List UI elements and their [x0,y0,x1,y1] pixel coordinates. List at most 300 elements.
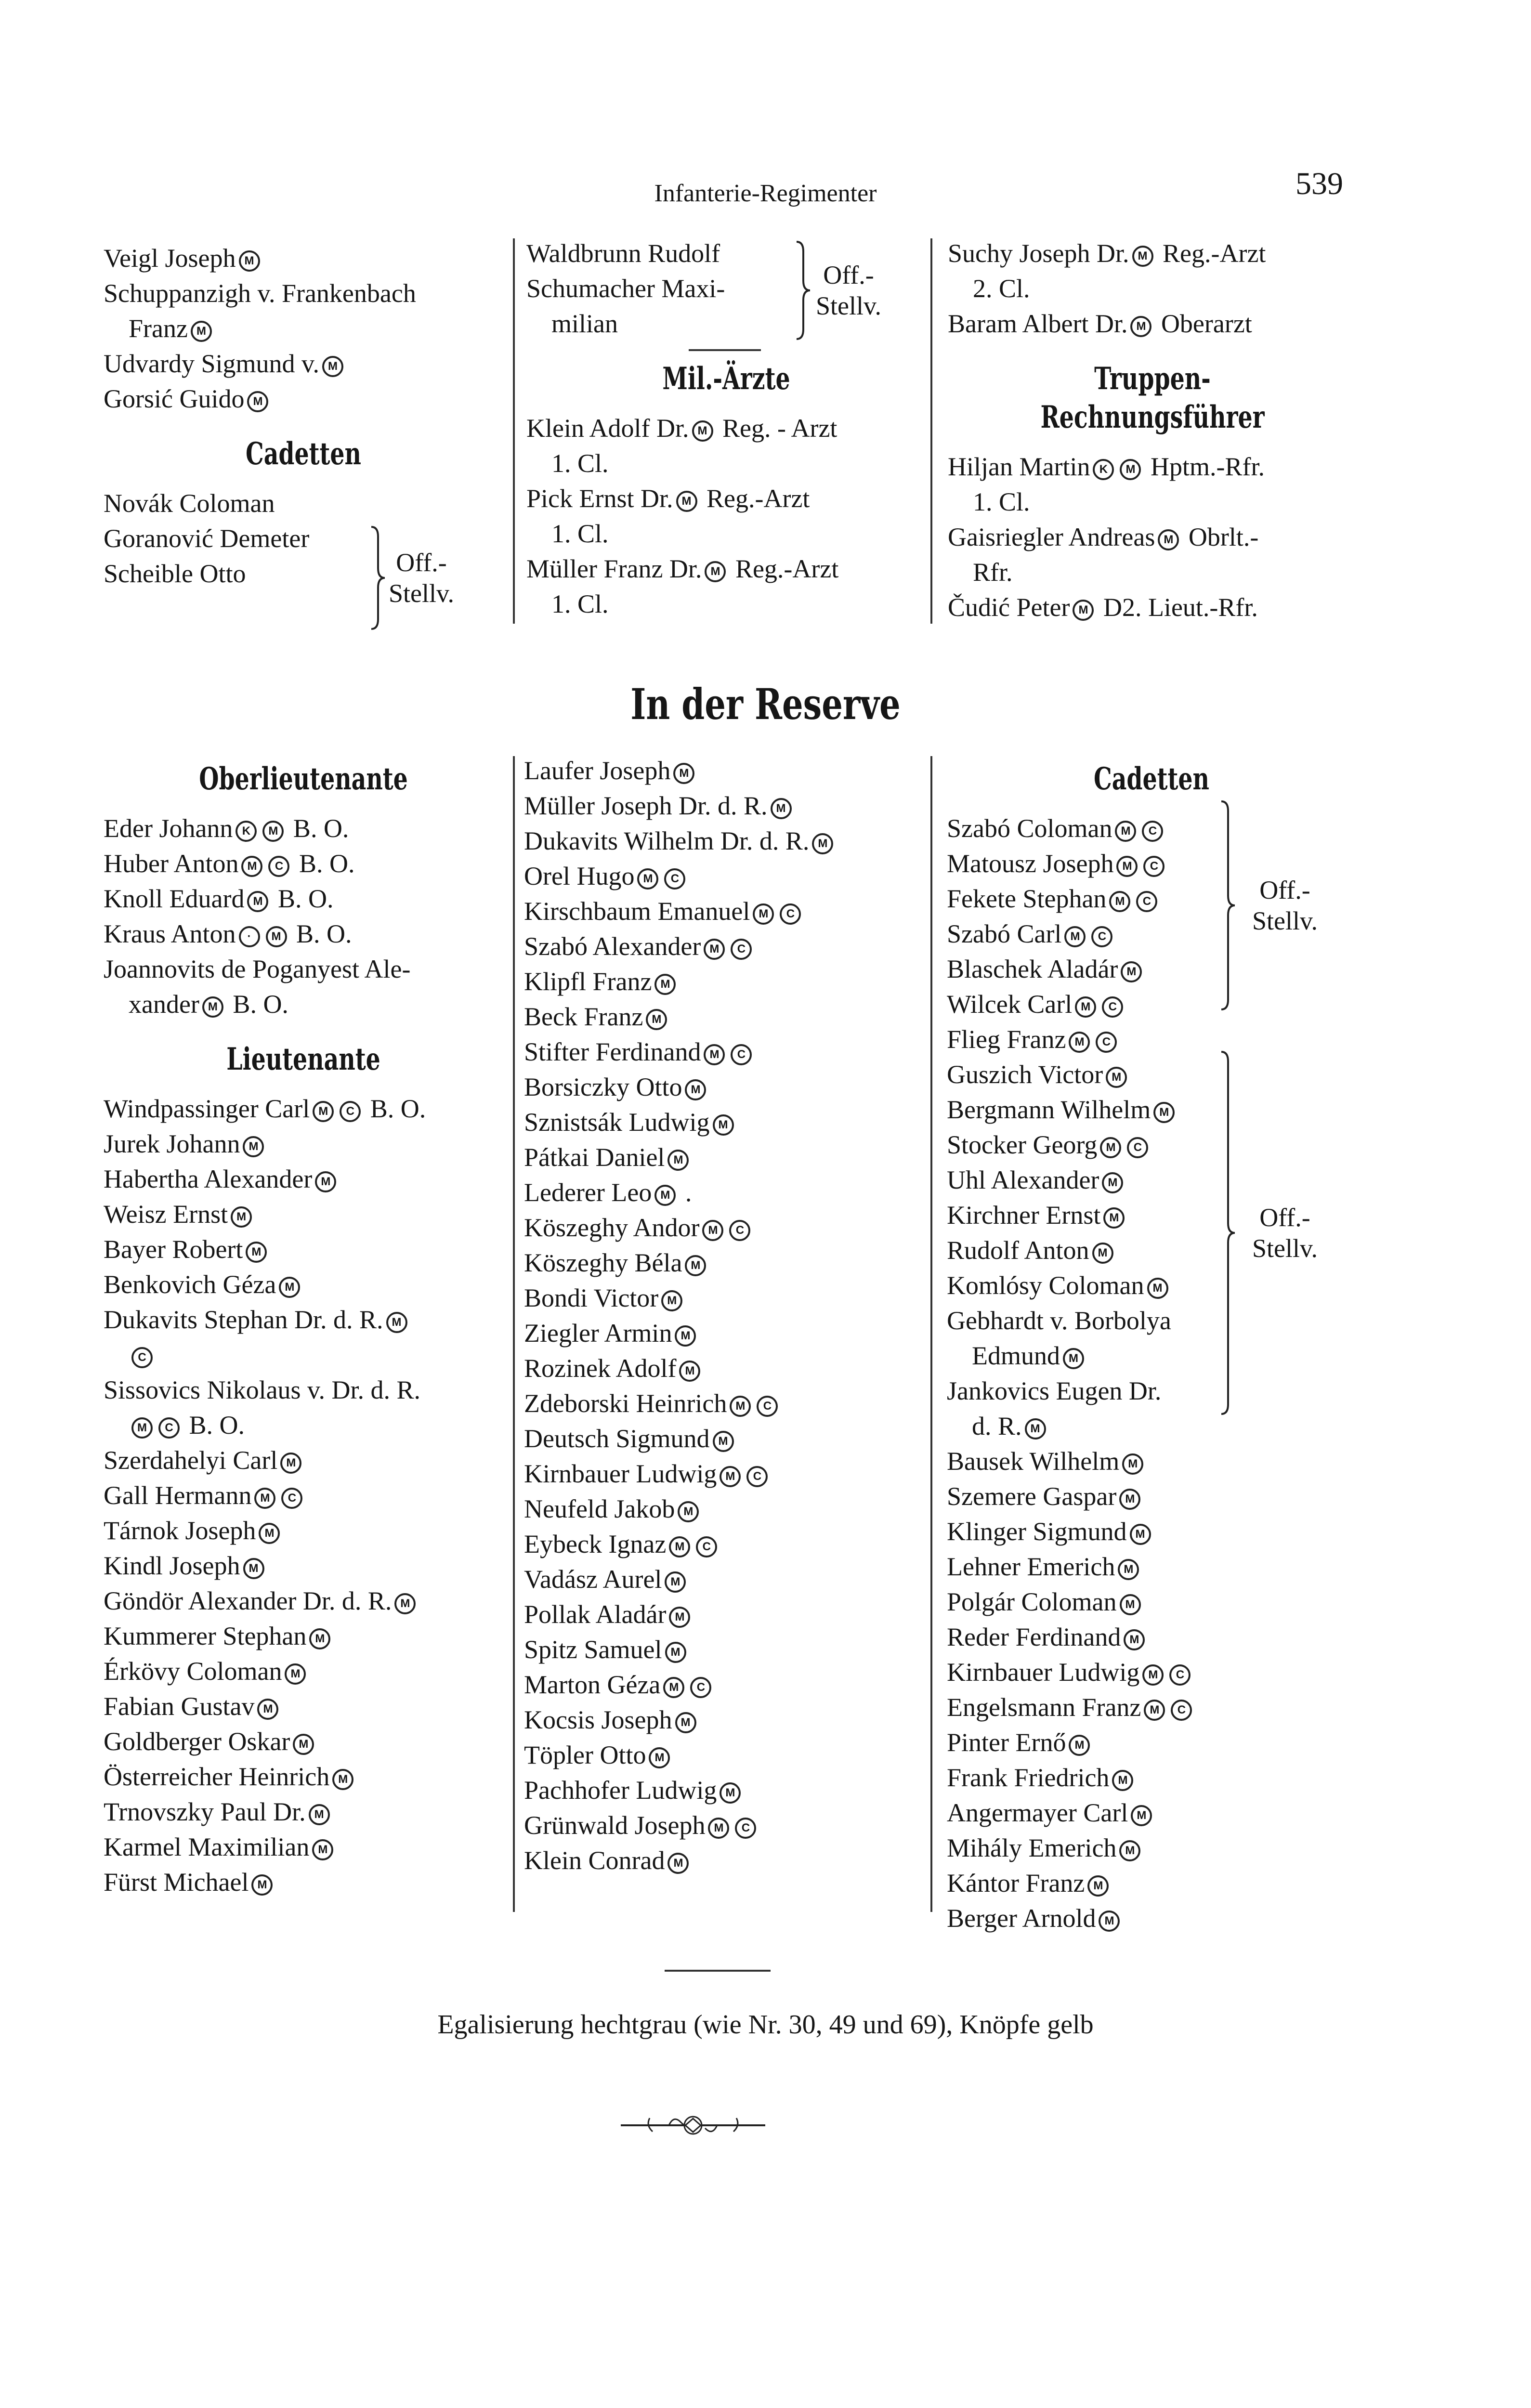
entry-given-name: Coloman [1048,1271,1144,1300]
entry-given-name: Ernst Dr. [579,484,673,513]
list-item [947,1831,1356,1866]
entry-surname: Szemere [947,1482,1036,1511]
list-item [104,276,503,346]
entry-surname: Deutsch [524,1424,609,1453]
m-mark-icon: M [669,1536,690,1557]
entry-surname: Eder [104,814,153,843]
cadetten-list [104,486,373,591]
page-header-title: Infanterie-Regimenter [654,180,877,207]
m-mark-icon: M [243,1558,264,1579]
m-mark-icon: M [1069,1735,1090,1756]
entry-given-name: Joseph [634,1811,706,1840]
m-mark-icon: M [246,1242,267,1263]
list-item [524,1281,929,1316]
list-item [947,987,1356,1022]
entry-rank: B. O. [364,1094,426,1123]
entry-surname: Veigl [104,244,158,273]
entry-surname: Kraus [104,919,166,948]
m-mark-icon: M [1142,1664,1164,1686]
entry-surname: Lehner [947,1552,1021,1581]
bracket-label-line: Off.- [1259,876,1310,904]
entry-continuation: d. R. [972,1412,1022,1440]
list-item [104,1302,503,1373]
ornament-icon [621,2108,765,2145]
entry-surname-2: Frankenbach [281,279,416,308]
entry-given-name: Joseph Dr. [1019,239,1129,268]
list-item [948,449,1357,520]
entry-given-name: Alexander Dr. d. R. [188,1586,392,1615]
list-item [104,1759,503,1794]
entry-surname: Bayer [104,1235,166,1264]
list-item [104,1584,503,1619]
m-mark-icon: M [673,763,694,784]
entry-given-name: Ernő [1015,1728,1066,1757]
list-item [524,1245,929,1281]
m-mark-icon: M [702,1220,723,1241]
m-mark-icon: M [386,1312,407,1333]
entry-surname: Grünwald [524,1811,628,1840]
m-mark-icon: M [1119,1489,1140,1510]
list-item [524,894,929,929]
list-item [524,1738,929,1773]
entry-surname: Mihály [947,1833,1022,1862]
entry-surname: Gorsić [104,384,173,413]
entry-surname: Goranović [104,524,213,553]
section-title-reserve: In der Reserve [630,679,901,729]
list-item [524,964,929,999]
entry-given-name: Otto [199,559,246,588]
entry-given-name: Johann [159,814,233,843]
entry-surname: Goldberger [104,1727,222,1756]
bracket-label-line: Stellv. [816,291,882,320]
entry-given-name: Ernst [1046,1201,1101,1230]
c-mark-icon: C [696,1536,717,1557]
m-mark-icon: M [315,1171,336,1192]
entry-surname: Suchy [948,239,1013,268]
entry-surname: Angermayer [947,1798,1077,1827]
entry-given-name: Peter [1016,593,1070,622]
entry-given-name: Carl [265,1094,310,1123]
entry-continuation: Edmund [972,1341,1060,1370]
entry-surname: Pick [526,484,573,513]
list-item [947,1022,1356,1057]
entry-surname: Engelsmann [947,1693,1075,1722]
m-mark-icon: M [280,1453,301,1474]
entry-given-name: Anton [173,849,239,878]
entry-surname: Knoll [104,884,163,913]
entry-given-name: v. [1050,1306,1068,1335]
entry-given-name: Andor [633,1213,700,1242]
list-item [104,556,373,591]
entry-surname: Klinger [947,1517,1026,1546]
list-item [947,1514,1356,1549]
list-item [947,1690,1356,1725]
entry-surname: Érkövy [104,1657,180,1686]
list-item [524,1562,929,1597]
entry-surname: Zdeborski [524,1389,629,1418]
entry-rank: B. O. [226,990,288,1019]
list-item [524,753,929,788]
list-item [524,1070,929,1105]
entry-rank: . [679,1178,692,1207]
m-mark-icon: M [675,1325,696,1347]
entry-rank: Reg. - Arzt [716,414,837,443]
entry-surname: Scheible [104,559,193,588]
entry-given-name: Martin [1019,452,1090,481]
list-item [947,1303,1356,1374]
entry-given-name: Géza [607,1670,661,1699]
m-mark-icon: M [191,321,212,342]
entry-surname: Rudolf [947,1236,1020,1265]
m-mark-icon: M [669,1607,690,1628]
m-mark-icon: M [812,833,833,854]
m-mark-icon: M [1130,316,1152,337]
m-mark-icon: M [730,1396,751,1417]
list-item [104,1689,503,1724]
entry-given-name: Coloman [179,489,275,518]
entry-given-name: Otto [600,1741,646,1769]
entry-given-name: Emanuel [657,897,750,926]
m-mark-icon: M [1073,600,1094,621]
bracket-label-line: Stellv. [389,579,455,608]
entry-surname: Udvardy [104,349,195,378]
list-item [948,520,1357,590]
entry-given-name: Wilhelm Dr. d. R. [624,826,810,855]
list-item [104,1162,503,1197]
entry-given-name: Joseph Dr. d. R. [601,791,768,820]
entry-given-name: Alexander [991,1165,1099,1194]
section-title-rechnungsfuehrer: Truppen-Rechnungsführer [1040,361,1265,435]
entry-surname: Orel [524,862,570,890]
entry-given-name: Conrad [588,1846,665,1875]
entry-continuation: 2. Cl. [973,274,1030,303]
entry-surname: Matousz [947,849,1036,878]
m-mark-icon: M [285,1663,306,1685]
list-item [104,1865,503,1900]
column-divider [930,238,932,624]
m-mark-icon: M [720,1466,741,1487]
entry-given-name: Carl [1027,990,1073,1019]
list-item [947,1725,1356,1760]
entry-given-name: Oskar [228,1727,290,1756]
list-item [947,1760,1356,1795]
entry-given-name: Béla [634,1248,682,1277]
entry-given-name: Gaspar [1043,1482,1117,1511]
list-item [104,1197,503,1232]
entry-surname: Bausek [947,1447,1023,1476]
list-item [524,1632,929,1667]
entry-surname: Fabian [104,1692,174,1721]
c-mark-icon: C [746,1466,768,1487]
c-mark-icon: C [268,856,289,877]
entry-continuation: 1. Cl. [973,487,1030,516]
entry-given-name: Friedrich [1014,1763,1110,1792]
entry-given-name: Daniel [595,1143,665,1172]
entry-rank: Reg.-Arzt [1156,239,1266,268]
entry-surname: Kummerer [104,1622,216,1650]
m-mark-icon: M [322,356,343,377]
bracket-label-line: Off.- [1259,1203,1310,1232]
list-item [104,811,503,846]
entry-continuation: 1. Cl. [551,519,609,548]
entry-given-name: Franz Dr. [603,554,702,583]
list-item [526,481,926,551]
c-mark-icon: C [158,1417,180,1439]
list-item [947,952,1356,987]
m-mark-icon: M [394,1593,416,1614]
list-item [524,788,929,824]
list-item [104,952,503,1022]
list-item [947,811,1356,846]
entry-given-name: Ernst [173,1200,228,1229]
list-item [524,1421,929,1456]
m-mark-icon: M [654,974,676,995]
entry-given-name: Wilhelm [1060,1095,1151,1124]
entry-given-name: Hugo [576,862,635,890]
bracket-label [1252,1202,1318,1264]
c-mark-icon: C [731,939,752,960]
c-mark-icon: C [1091,926,1112,947]
entry-given-name: Joseph [165,244,236,273]
m-mark-icon: M [713,1114,734,1136]
entry-rank: B. O. [289,919,352,948]
list-item [947,1901,1356,1936]
c-mark-icon: C [1169,1664,1191,1686]
entry-surname: Marton [524,1670,601,1699]
m-mark-icon: M [1153,1102,1175,1123]
entry-surname: Ziegler [524,1319,599,1348]
list-item [524,824,929,859]
m-mark-icon: M [675,1712,696,1733]
entry-given-name: Aladár [1047,955,1118,983]
list-item [947,1655,1356,1690]
c-mark-icon: C [729,1220,750,1241]
entry-given-name: Sigmund [615,1424,710,1453]
entry-surname: Klipfl [524,967,586,996]
bracket-label-line: Off.- [823,261,874,289]
list-item [104,486,373,521]
entry-given-name: Robert [172,1235,243,1264]
m-mark-icon: M [262,821,284,842]
list-item [104,1513,503,1548]
m-mark-icon: M [708,1818,729,1839]
m-mark-icon: M [254,1488,275,1509]
entry-given-name: Eugen Dr. [1056,1376,1162,1405]
c-mark-icon: C [1143,856,1165,877]
entry-surname: Čudić [948,593,1010,622]
entry-given-name: Samuel [584,1635,662,1664]
m-mark-icon: M [257,1699,278,1720]
list-item [104,1443,503,1478]
m-mark-icon: M [646,1009,667,1030]
entry-surname: Frank [947,1763,1008,1792]
entry-surname: Töpler [524,1741,593,1769]
entry-given-name: Paul Dr. [220,1797,306,1826]
entry-surname: Tárnok [104,1516,179,1545]
list-item [524,1351,929,1386]
dot-mark-icon: · [239,926,260,947]
entry-surname: Berger [947,1904,1017,1933]
list-item [947,1374,1356,1444]
list-item [947,1620,1356,1655]
entry-given-name: Carl [233,1446,278,1475]
entry-given-name: Leo [611,1178,652,1207]
entry-surname: Szabó [524,932,588,961]
entry-surname: Benkovich [104,1270,216,1299]
list-item [524,1140,929,1175]
m-mark-icon: M [279,1277,300,1298]
m-mark-icon: M [1100,1137,1121,1158]
k-mark-icon: K [1093,459,1114,480]
entry-surname: Karmel [104,1832,182,1861]
entry-given-name: Johann [166,1129,240,1158]
entry-surname: Jankovics [947,1376,1049,1405]
page-number: 539 [1295,166,1343,201]
entry-surname: Joannovits [104,955,215,983]
section-title-mil-aerzte: Mil.-Ärzte [662,361,790,397]
m-mark-icon: M [313,1101,334,1122]
m-mark-icon: M [259,1523,280,1544]
entry-surname: Bergmann [947,1095,1055,1124]
entry-continuation: 1. Cl. [551,589,609,618]
entry-given-name: Otto [636,1073,682,1101]
entry-surname: Stocker [947,1130,1026,1159]
list-item [104,1373,503,1443]
list-item [526,551,926,622]
entry-continuation: 1. Cl. [551,449,609,478]
reserve-column-2 [524,753,929,1878]
entry-given-name: Franz [1082,1693,1141,1722]
list-item [947,1092,1356,1127]
footer-note: Egalisierung hechtgrau (wie Nr. 30, 49 und 69), Knöpfe gelb [437,2010,1094,2040]
entry-given-name: Alexander [204,1165,313,1193]
m-mark-icon: M [663,1677,684,1698]
entry-surname: Stifter [524,1037,589,1066]
entry-surname: Waldbrunn [526,239,641,268]
entry-rank: D2. Lieut.-Rfr. [1097,593,1258,622]
list-item [947,1057,1356,1092]
m-mark-icon: M [332,1769,353,1790]
list-item [948,590,1357,625]
entry-surname: Neufeld [524,1494,608,1523]
m-mark-icon: M [1063,1348,1084,1369]
entry-surname: Novák [104,489,173,518]
m-mark-icon: M [1147,1278,1168,1299]
list-item [524,999,929,1034]
entry-surname: Beck [524,1002,577,1031]
m-mark-icon: M [661,1290,682,1311]
entry-surname: Uhl [947,1165,986,1194]
entry-given-name: Sigmund v. [201,349,319,378]
c-mark-icon: C [731,1044,752,1065]
c-mark-icon: C [131,1347,153,1368]
m-mark-icon: M [720,1782,741,1804]
entry-surname: Szabó [947,814,1010,843]
entry-surname: Sissovics [104,1375,201,1404]
short-rule [689,349,761,351]
entry-given-name: Anton [1024,1236,1089,1265]
bracket-label-line: Stellv. [1252,1234,1318,1263]
entry-surname: Eybeck [524,1530,602,1558]
entry-surname: Pachhofer [524,1776,629,1805]
brace-bracket [1218,1050,1318,1416]
entry-given-name: Ludwig [1059,1658,1140,1687]
entry-surname: Baram [948,309,1017,338]
list-item [104,881,503,916]
entry-surname: Kindl [104,1551,163,1580]
entry-surname: Flieg [947,1025,1001,1054]
entry-given-name: Joseph [169,1551,240,1580]
entry-given-name: Victor [1038,1060,1103,1089]
entry-surname: Dukavits [104,1305,197,1334]
entry-rank: Reg.-Arzt [700,484,810,513]
entry-given-name: Carl [1017,919,1062,948]
list-item [104,1478,503,1513]
entry-surname: Polgár [947,1587,1015,1616]
entry-continuation: milian [551,309,618,338]
m-mark-icon: M [685,1079,706,1100]
list-item [104,381,503,417]
entry-continuation: Franz [129,314,188,343]
m-mark-icon: M [251,1874,273,1896]
m-mark-icon: M [1092,1243,1113,1264]
m-mark-icon: M [667,1853,689,1874]
m-mark-icon: M [692,420,713,442]
entry-rank: Oberarzt [1154,309,1252,338]
c-mark-icon: C [735,1818,756,1839]
c-mark-icon: C [1127,1137,1148,1158]
m-mark-icon: M [1144,1700,1165,1721]
m-mark-icon: M [704,939,725,960]
list-item [524,1808,929,1843]
bracket-label-line: Off.- [396,548,447,577]
footer-rule [665,1970,771,1972]
list-item [947,1127,1356,1163]
entry-surname: Wilcek [947,990,1021,1019]
m-mark-icon: M [239,250,260,272]
m-mark-icon: M [1120,459,1141,480]
m-mark-icon: M [1130,1524,1151,1545]
column-divider [930,756,932,1912]
list-item [104,241,503,276]
entry-surname: Fürst [104,1868,157,1897]
list-item [104,846,503,881]
list-item [947,1268,1356,1303]
entry-given-name: Joseph [600,756,671,785]
list-item [104,916,503,952]
list-item [947,1549,1356,1584]
m-mark-icon: M [1121,961,1142,982]
entry-surname: Weisz [104,1200,167,1229]
list-item [104,1091,503,1126]
entry-given-name: Gustav [181,1692,255,1721]
entry-given-name: Coloman [1017,814,1112,843]
list-item [947,1163,1356,1198]
entry-surname: Fekete [947,884,1016,913]
m-mark-icon: M [705,561,726,582]
c-mark-icon: C [1142,821,1163,842]
m-mark-icon: M [1122,1453,1143,1475]
entry-surname: Kirnbauer [947,1658,1052,1687]
entry-given-name: Ludwig [636,1459,717,1488]
entry-given-name: de [221,955,246,983]
entry-rank: B. O. [271,884,334,913]
m-mark-icon: M [131,1417,153,1439]
entry-surname: Blaschek [947,955,1042,983]
list-item [524,1843,929,1878]
entry-given-name: Ferdinand [595,1037,701,1066]
c-mark-icon: C [780,903,801,925]
